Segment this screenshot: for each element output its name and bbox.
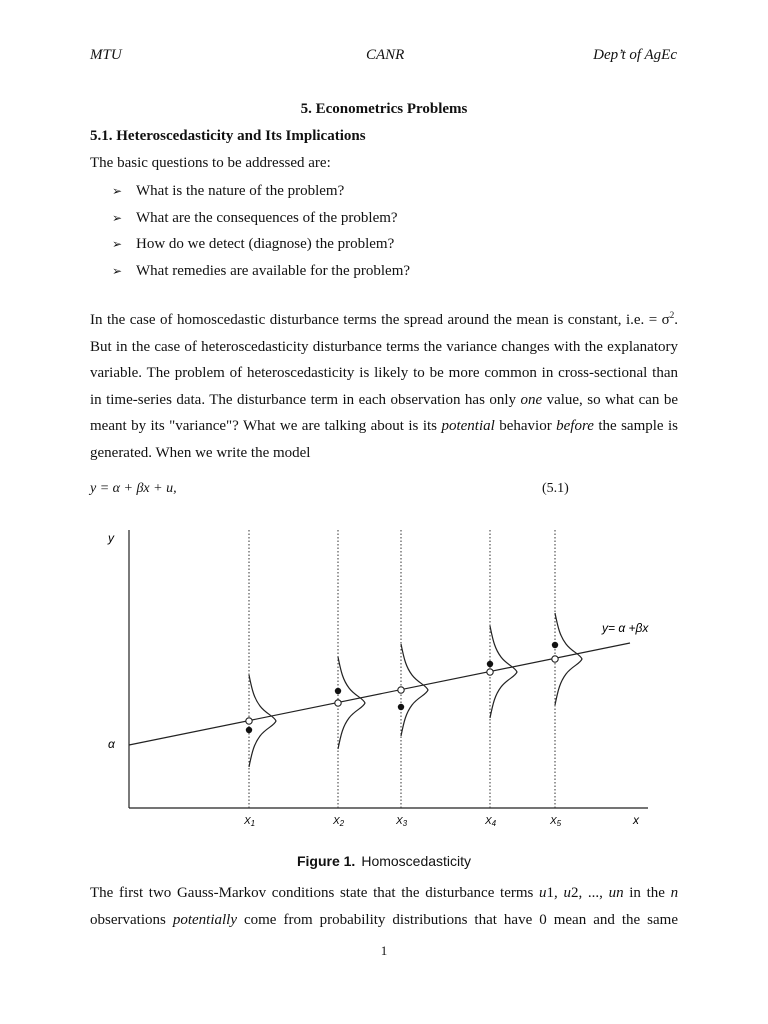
intro-text: The basic questions to be addressed are: xyxy=(90,155,331,171)
header-left: MTU xyxy=(90,47,122,63)
distribution-curve-x1 xyxy=(249,675,276,767)
page-number: 1 xyxy=(380,943,388,958)
observed-point-x2 xyxy=(335,688,341,694)
list-item: ➢ How do we detect (diagnose) the problem? xyxy=(112,231,410,258)
distribution-curve-x5 xyxy=(555,613,582,705)
distribution-curve-x2 xyxy=(338,657,365,749)
question-list xyxy=(112,178,410,284)
observed-point-x3 xyxy=(398,704,404,710)
section-title: 5. Econometrics Problems xyxy=(300,101,468,117)
list-item: ➢ What is the nature of the problem? xyxy=(112,178,410,205)
arrow-bullet-icon: ➢ xyxy=(112,210,123,225)
alpha-label: α xyxy=(108,737,115,751)
list-item: ➢ What remedies are available for the problem? xyxy=(112,258,410,285)
arrow-bullet-icon: ➢ xyxy=(112,237,123,251)
list-item: ➢ What are the consequences of the problem? xyxy=(112,205,410,232)
x-tick-label-3: $X_3$ xyxy=(396,816,408,828)
x-tick-label-5: $X_5$ xyxy=(550,816,562,828)
expected-point-x3 xyxy=(398,687,404,693)
figure-homoscedasticity xyxy=(100,520,680,830)
distribution-curve-x4 xyxy=(490,626,517,718)
expected-point-x2 xyxy=(335,700,341,706)
observed-point-x5 xyxy=(552,642,558,648)
paragraph-gauss-markov: The first two Gauss-Markov conditions state that the disturbance terms u1, u2, ..., un in the n observations potentially come from probability distributions that have 0 mean and the same xyxy=(90,885,679,928)
header-center: CANR xyxy=(366,47,405,63)
paragraph-homoscedastic: In the case of homoscedastic disturbance terms the spread around the mean is constant, i.e. = $\sigma^2$. But in the case of heteroscedasticity disturbance terms the variance changes with the explanatory variable. The problem of heteroscedasticity is likely to be more common in cross-sectional than in time-series data. The disturbance term in each observation has only one value, so what can be meant by its "variance"? What we are talking about is its potential behavior before the sample is generated. When we write the model xyxy=(90,310,679,461)
x-tick-label-1: $X_1$ xyxy=(244,816,256,828)
header-right: Dep’t of AgEc xyxy=(593,47,677,63)
x-tick-label-2: $X_2$ xyxy=(333,816,345,828)
observed-point-x4 xyxy=(487,661,493,667)
x-axis-label: x xyxy=(633,813,639,827)
arrow-bullet-icon: ➢ xyxy=(112,184,123,198)
observed-point-x1 xyxy=(246,727,252,733)
equation-number: (5.1) xyxy=(542,481,569,496)
x-tick-label-4: $X_4$ xyxy=(485,816,497,828)
distribution-curve-x3 xyxy=(401,644,428,736)
expected-point-x4 xyxy=(487,669,493,675)
subsection-title: 5.1. Heteroscedasticity and Its Implications xyxy=(90,128,366,144)
expected-point-x1 xyxy=(246,718,252,724)
expected-point-x5 xyxy=(552,656,558,662)
arrow-bullet-icon: ➢ xyxy=(112,263,123,278)
equation: y = α + βx + u, xyxy=(90,481,177,496)
y-axis-label: y xyxy=(108,531,114,545)
line-label: y= α +βx xyxy=(602,621,649,635)
figure-caption: Figure 1. Homoscedasticity xyxy=(296,853,472,869)
